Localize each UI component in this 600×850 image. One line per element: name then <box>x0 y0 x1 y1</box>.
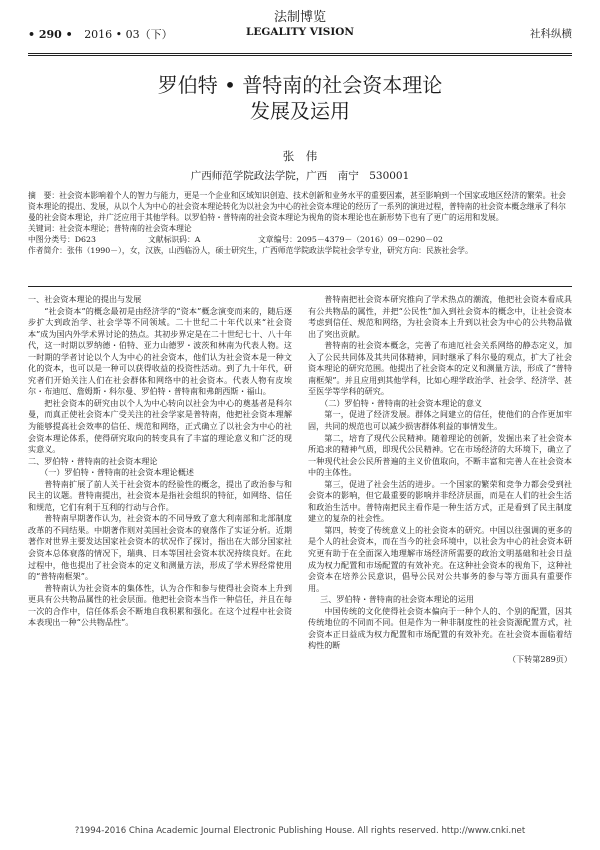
title-line-1: 罗伯特 • 普特南的社会资本理论 <box>157 73 443 97</box>
classification-row <box>28 234 572 245</box>
paragraph: 中国传统的文化使得社会资本偏向于一种个人的、个别的配置，因其传统地位的不同而不同。但是作为一种非制度性的社会资源配置方式，社会资本正日益成为权力配置和市场配置的有效补充。在社会资本面临着结构性的断 <box>308 605 572 651</box>
paragraph: 普特南早期著作认为，社会资本的不同导致了意大利南部和北部制度改革的不同结果。中期著作则对美国社会资本的衰落作了实证分析。近期著作对世界主要发达国家社会资本的状况作了探讨，指出在大部分国家社会资本总体衰落的情况下，瑞典、日本等国社会资本状况持续良好。在此过程中，他也提出了社会资本的定义和测量方法，形成了学术界经常使用的“普特南框架”。 <box>28 513 292 582</box>
article-number: 文章编号：2095－4379－（2016）09－0290－02 <box>258 235 443 244</box>
copyright-footer: ?1994-2016 China Academic Journal Electronic Publishing House. All rights reserved. http://www.cnki.net <box>74 826 526 836</box>
author-name: 张 伟 <box>282 149 318 163</box>
affiliation: 广西师范学院政法学院，广西 南宁 530001 <box>190 170 410 182</box>
clc-number: 中图分类号：D623 <box>28 235 96 244</box>
section-heading: 三、罗伯特・普特南的社会资本理论的运用 <box>320 594 474 605</box>
title-line-2: 发展及运用 <box>250 99 350 123</box>
page-header <box>28 6 572 50</box>
body-columns <box>28 294 572 821</box>
journal-title-en: LEGALITY VISION <box>245 26 355 38</box>
abstract: 摘 要：社会资本影响着个人的智力与能力，更是一个企业和区域知识创造、技术创新和业务水平的重要因素，甚至影响到一个国家或地区经济的繁荣。社会资本理论的提出、发展，从以个人为中心的社会资本理论转化为以社会为中心的社会资本理论的经历了一系列的演进过程，普特南的社会资本概念继承了科尔曼的社会资本理论，并广泛应用于其他学科。以罗伯特・普特南的社会资本理论为视角的资本理论也在新形势下也有了更广的运用和发展。 <box>28 191 566 222</box>
document-code: 文献标识码：A <box>148 235 201 244</box>
continued-note: （下转第289页） <box>507 653 572 664</box>
paragraph: 第二，培育了现代公民精神。随着理论的创新，发掘出来了社会资本所追求的精神气质，即现代公民精神。它在市场经济的大环境下，确立了一种现代社会公民所普遍的主义价值取向，不断丰富和完善人在社会资本中的主体性。 <box>308 432 572 478</box>
article-meta <box>28 190 572 256</box>
page-number: • 290 • <box>28 28 73 41</box>
journal-title-cn: 法制博览 <box>273 10 326 25</box>
section-heading: （一）罗伯特・普特南的社会资本理论概述 <box>40 467 194 478</box>
author-bio: 作者简介：张伟（1990－），女，汉族，山西临汾人，硕士研究生，广西师范学院政法学院社会学专业，研究方向：民族社会学。 <box>28 246 473 255</box>
keywords: 关键词：社会资本理论；普特南的社会资本理论 <box>28 224 192 233</box>
paragraph: 第一，促进了经济发展。群体之间建立的信任，使他们的合作更加牢固，共同的规范也可以减少损害群体利益的事情发生。 <box>308 409 572 432</box>
header-rule-thin <box>28 55 572 56</box>
paragraph: 把社会资本的研究由以个人为中心转向以社会为中心的奠基者是科尔曼，而真正使社会资本广受关注的社会学家是普特南，他把社会资本理解为能够提高社会效率的信任、规范和网络，正式确立了以社会为中心的社会资本理论体系，使得研究取向的转变具有了丰富的理论意义和广泛的现实意义。 <box>28 397 292 455</box>
section-heading: 一、社会资本理论的提出与发展 <box>28 294 142 304</box>
section-heading: （二）罗伯特・普特南的社会资本理论的意义 <box>320 397 483 408</box>
paragraph: “社会资本”的概念最初是由经济学的“资本”概念演变而来的，随后逐步扩大到政治学、社会学等不同领域。二十世纪二十年代以来“社会资本”成为国内外学术界讨论的热点。其初步界定是在二十世纪七十、八十年代，这一时期以罗纳德・伯特、亚力山德罗・波茨和林南为代表人物。这一时期的学者讨论以个人为中心的社会资本，他们认为社会资本是一种文化的资本，也可以是一种可以获得收益的投资性活动。到了九十年代，研究者们开始关注人们在社会群体和网络中的社会资本。代表人物有皮埃尔・布迪厄、詹姆斯・科尔曼、罗伯特・普特南和弗朗西斯・福山。 <box>28 305 292 397</box>
section-heading: 二、罗伯特・普特南的社会资本理论 <box>28 455 158 466</box>
issue-date: 2016 • 03（下） <box>84 28 173 41</box>
paragraph: 普特南把社会资本研究推向了学术热点的潮流，他把社会资本看成具有公共物品的属性，并把“公民性”加入到社会资本的概念中，让社会资本考虑到信任、规范和网络，为社会资本上升到以社会为中心的公共物品做出了突出贡献。 <box>308 294 572 339</box>
body-right-column <box>308 294 572 821</box>
article-title <box>0 72 600 124</box>
header-rule <box>28 53 572 54</box>
paragraph: 第三，促进了社会生活的进步。一个国家的繁荣和竞争力都会受到社会资本的影响，但它最重要的影响并非经济层面，而是在人们的社会生活和政治生活中。普特南把民主看作是一种生活方式，正是看到了民主制度建立的复杂的社会性。 <box>308 478 572 524</box>
paragraph: 普特南的社会资本概念，完善了布迪厄社会关系网络的静态定义，加入了公民共同体及其共同体精神，同时继承了科尔曼的观点，扩大了社会资本理论的研究范围。他提出了社会资本的定义和测量方法，形成了“普特南框架”。并且应用到其他学科，比如心理学政治学、社会学、经济学、甚至医学等学科的研究。 <box>308 340 572 397</box>
body-left-column <box>28 294 292 821</box>
paragraph: 第四，转变了传统意义上的社会资本的研究。中国以往强调的更多的是个人的社会资本，而在当今的社会环境中，以社会为中心的社会资本研究更有助于在全面深入地理解市场经济所需要的政治文明基础和社会日益成为权力配置和市场配置的有效补充。在这种社会资本的视角下，这种社会资本在培养公民意识，倡导公民对公共事务的参与等方面具有重要作用。 <box>308 524 572 593</box>
section-name: 社科纵横 <box>530 28 572 40</box>
meta-rule <box>28 286 572 287</box>
paragraph: 普特南认为社会资本的集体性，认为合作和参与使得社会资本上升到更具有公共物品属性的社会层面。他把社会资本当作一种信任，并且在每一次的合作中，信任体系会不断地自我积累和强化。在这个过程中社会资本表现出一种“公共物品性”。 <box>28 582 292 628</box>
paragraph: 普特南扩展了前人关于社会资本的经验性的概念，提出了政治参与和民主的议题。普特南提出，社会资本是指社会组织的特征，如网络、信任和规范，它们有利于互利的行动与合作。 <box>28 478 292 512</box>
